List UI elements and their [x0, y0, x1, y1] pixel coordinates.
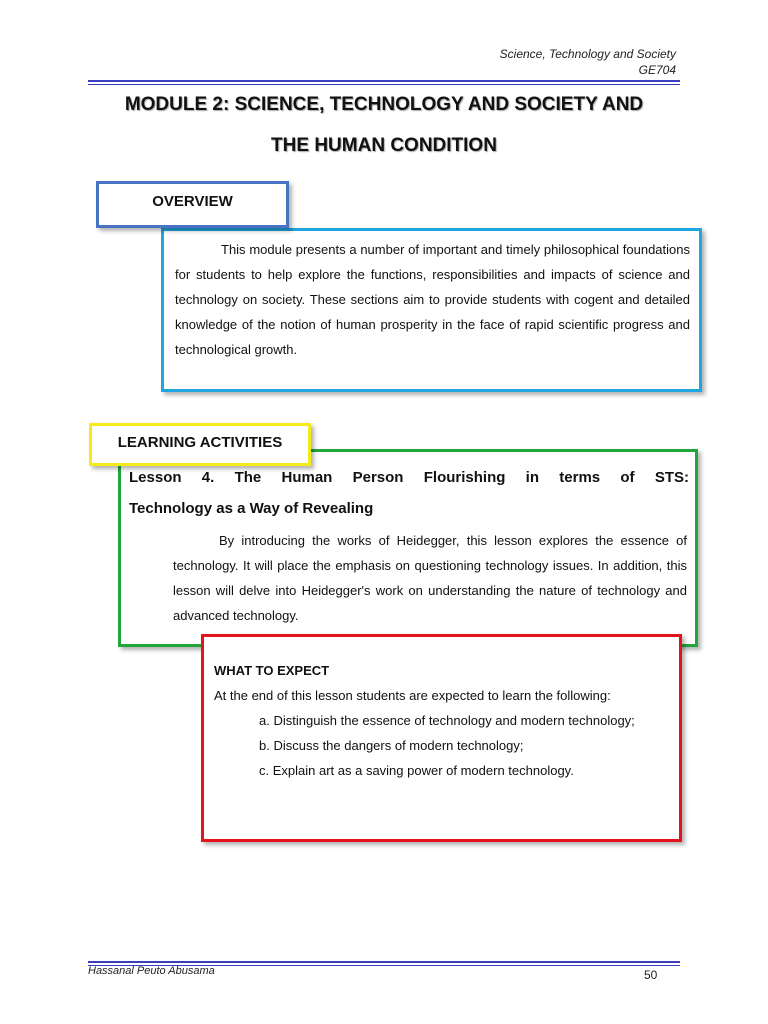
header-rule — [88, 80, 680, 82]
lesson-title-line2: Technology as a Way of Revealing — [129, 500, 374, 517]
footer-rule — [88, 961, 680, 963]
overview-label: OVERVIEW — [152, 193, 233, 210]
overview-text: This module presents a number of important and timely philosophical foundations for students to help explore the functions, responsibilities and impacts of science and technology on society. These sections aim to provide students with cogent and detailed knowledge of the notion of human prosperity in the face of rapid scientific progress and technological growth. — [175, 242, 690, 357]
learning-activities-label: LEARNING ACTIVITIES — [117, 434, 283, 451]
course-code: GE704 — [638, 63, 676, 77]
expect-item-c: c. Explain art as a saving power of modern technology. — [259, 763, 574, 778]
module-title-line1: MODULE 2: SCIENCE, TECHNOLOGY AND SOCIETY AND — [124, 94, 644, 115]
course-title: Science, Technology and Society — [499, 47, 676, 61]
expect-item-b: b. Discuss the dangers of modern technology; — [259, 738, 524, 753]
page-number: 50 — [644, 968, 658, 982]
header-rule-thin — [88, 84, 680, 85]
footer-author: Hassanal Peuto Abusama — [88, 965, 215, 977]
lesson-title-line1: Lesson 4. The Human Person Flourishing in terms of STS: — [129, 469, 689, 486]
lesson-box — [118, 449, 698, 647]
what-to-expect-intro: At the end of this lesson students are expected to learn the following: — [214, 688, 611, 703]
learning-activities-tab — [89, 423, 311, 466]
expect-item-a: a. Distinguish the essence of technology and modern technology; — [259, 713, 635, 728]
module-title-line2: THE HUMAN CONDITION — [271, 135, 497, 156]
what-to-expect-box — [201, 634, 682, 842]
overview-box — [161, 228, 702, 392]
overview-tab — [96, 181, 289, 228]
what-to-expect-heading: WHAT TO EXPECT — [214, 663, 330, 678]
lesson-text: By introducing the works of Heidegger, this lesson explores the essence of technology. It will place the emphasis on questioning technology issues. In addition, this lesson will delve into Heidegger's work on understanding the nature of technology and advanced technology. — [173, 533, 687, 623]
